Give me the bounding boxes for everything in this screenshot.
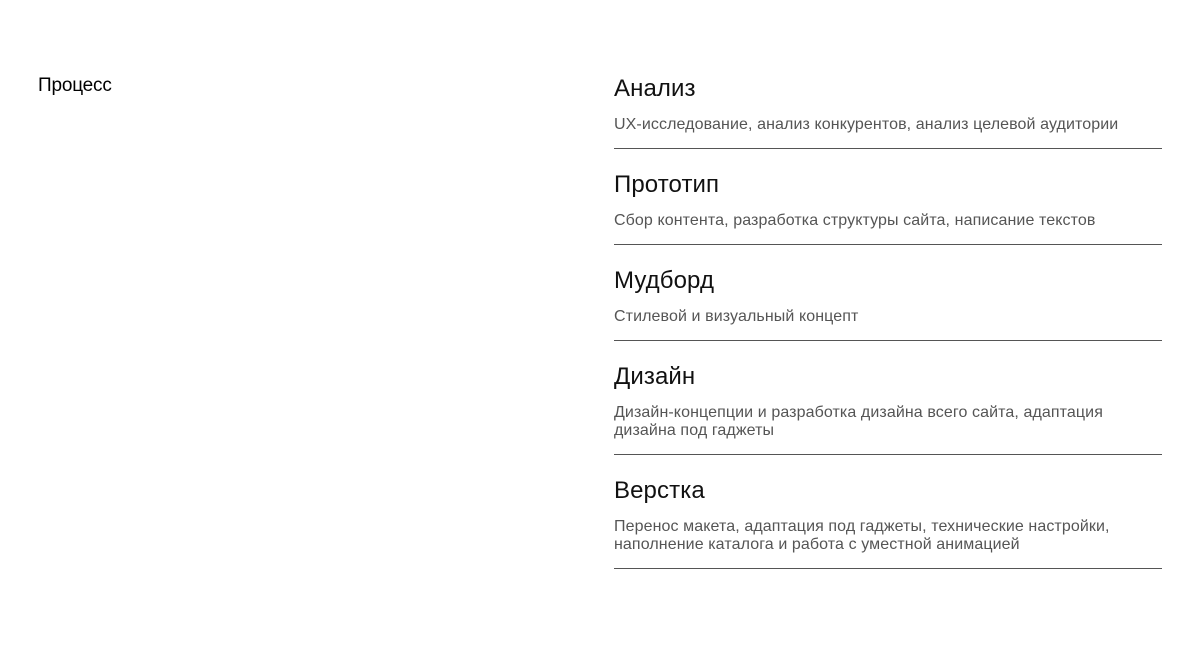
step-description: Дизайн-концепции и разработка дизайна всего сайта, адаптация дизайна под гаджеты bbox=[614, 404, 1103, 439]
step-title: Мудборд bbox=[614, 267, 715, 294]
step-description: Стилевой и визуальный концепт bbox=[614, 308, 859, 325]
step-title: Анализ bbox=[614, 75, 696, 102]
process-step-prototype bbox=[614, 170, 1162, 245]
step-description: Перенос макета, адаптация под гаджеты, технические настройки, наполнение каталога и работа с уместной анимацией bbox=[614, 518, 1110, 553]
step-description: Сбор контента, разработка структуры сайта, написание текстов bbox=[614, 212, 1096, 229]
step-description: UX-исследование, анализ конкурентов, анализ целевой аудитории bbox=[614, 116, 1119, 133]
process-step-moodboard bbox=[614, 266, 1162, 341]
process-step-layout bbox=[614, 476, 1162, 569]
step-title: Верстка bbox=[614, 477, 705, 504]
process-step-analysis bbox=[614, 74, 1162, 149]
section-label: Процесс bbox=[38, 75, 112, 96]
step-title: Дизайн bbox=[614, 363, 696, 390]
process-steps-list bbox=[614, 74, 1162, 590]
step-title: Прототип bbox=[614, 171, 720, 198]
process-step-design bbox=[614, 362, 1162, 455]
